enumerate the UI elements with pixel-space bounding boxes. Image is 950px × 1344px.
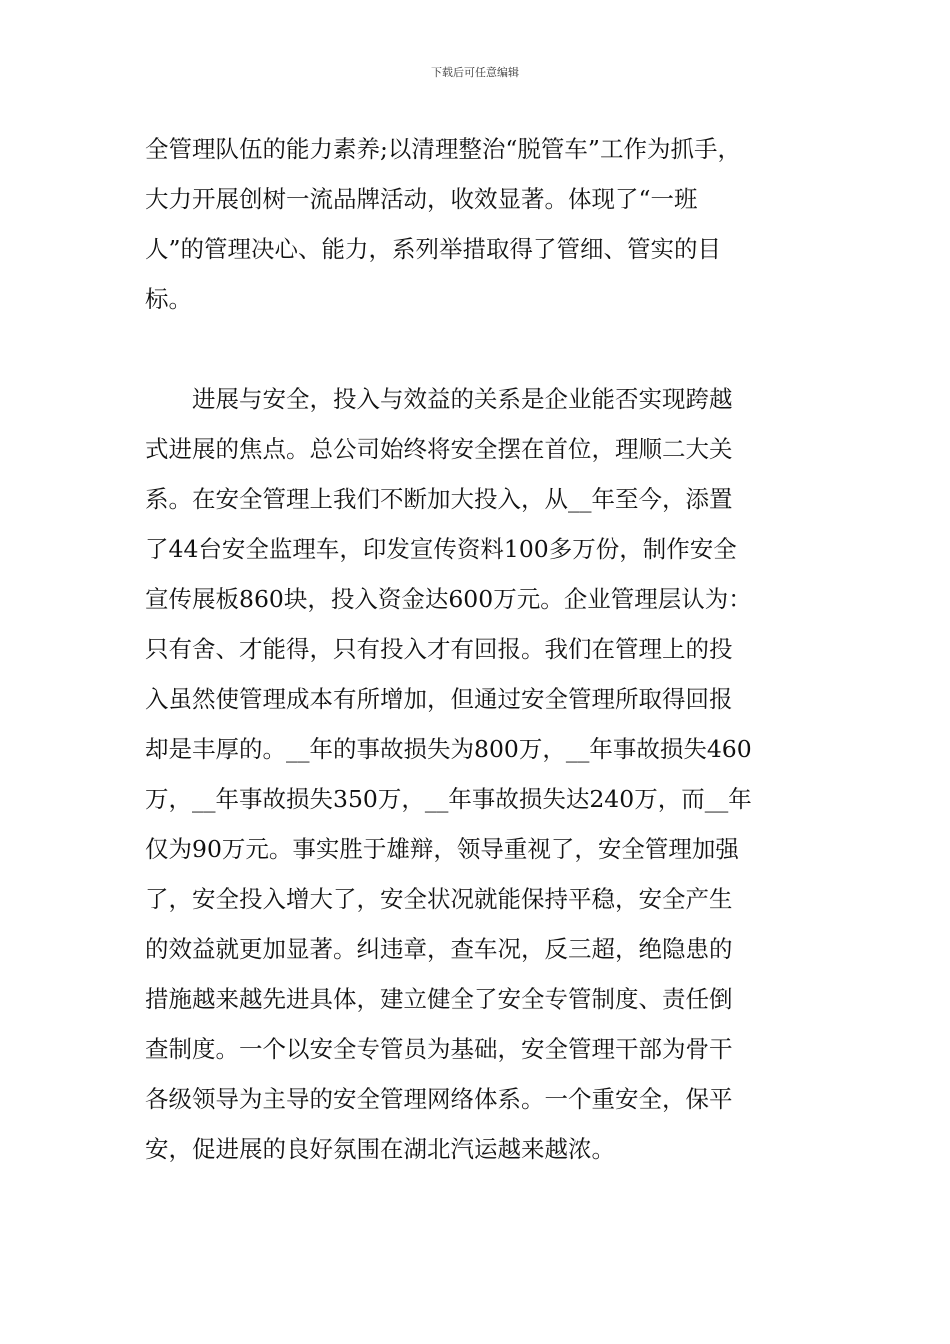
- text-line: 万，__年事故损失350万，__年事故损失达240万，而__年: [145, 785, 752, 813]
- text-line: 全管理队伍的能力素养;以清理整治“脱管车”工作为抓手，: [145, 135, 741, 163]
- text-line: 标。: [145, 285, 192, 313]
- text-line: 只有舍、才能得，只有投入才有回报。我们在管理上的投: [145, 635, 733, 663]
- text-line: 人”的管理决心、能力，系列举措取得了管细、管实的目: [145, 235, 722, 263]
- text-line: 查制度。一个以安全专管员为基础，安全管理干部为骨干: [145, 1035, 733, 1063]
- text-line: 的效益就更加显著。纠违章，查车况，反三超，绝隐患的: [145, 935, 733, 963]
- text-line: 仅为90万元。事实胜于雄辩，领导重视了，安全管理加强: [145, 835, 739, 863]
- paragraph-1: [145, 124, 810, 324]
- text-line: 却是丰厚的。__年的事故损失为800万，__年事故损失460: [145, 735, 752, 763]
- text-line: 安，促进展的良好氛围在湖北汽运越来越浓。: [145, 1135, 615, 1163]
- text-line: 宣传展板860块，投入资金达600万元。企业管理层认为：: [145, 585, 752, 613]
- text-line: 入虽然使管理成本有所增加，但通过安全管理所取得回报: [145, 685, 733, 713]
- text-line: 大力开展创树一流品牌活动，收效显著。体现了“一班: [145, 185, 698, 213]
- text-line: 系。在安全管理上我们不断加大投入，从__年至今，添置: [145, 485, 733, 513]
- text-line: 了，安全投入增大了，安全状况就能保持平稳，安全产生: [145, 885, 733, 913]
- text-line: 各级领导为主导的安全管理网络体系。一个重安全，保平: [145, 1085, 733, 1113]
- text-line: 进展与安全，投入与效益的关系是企业能否实现跨越: [145, 385, 733, 413]
- paragraph-2: [145, 374, 810, 1174]
- page-header: 下载后可任意编辑: [431, 66, 519, 79]
- text-line: 措施越来越先进具体，建立健全了安全专管制度、责任倒: [145, 985, 733, 1013]
- text-line: 了44台安全监理车，印发宣传资料100多万份，制作安全: [145, 535, 737, 563]
- text-line: 式进展的焦点。总公司始终将安全摆在首位，理顺二大关: [145, 435, 733, 463]
